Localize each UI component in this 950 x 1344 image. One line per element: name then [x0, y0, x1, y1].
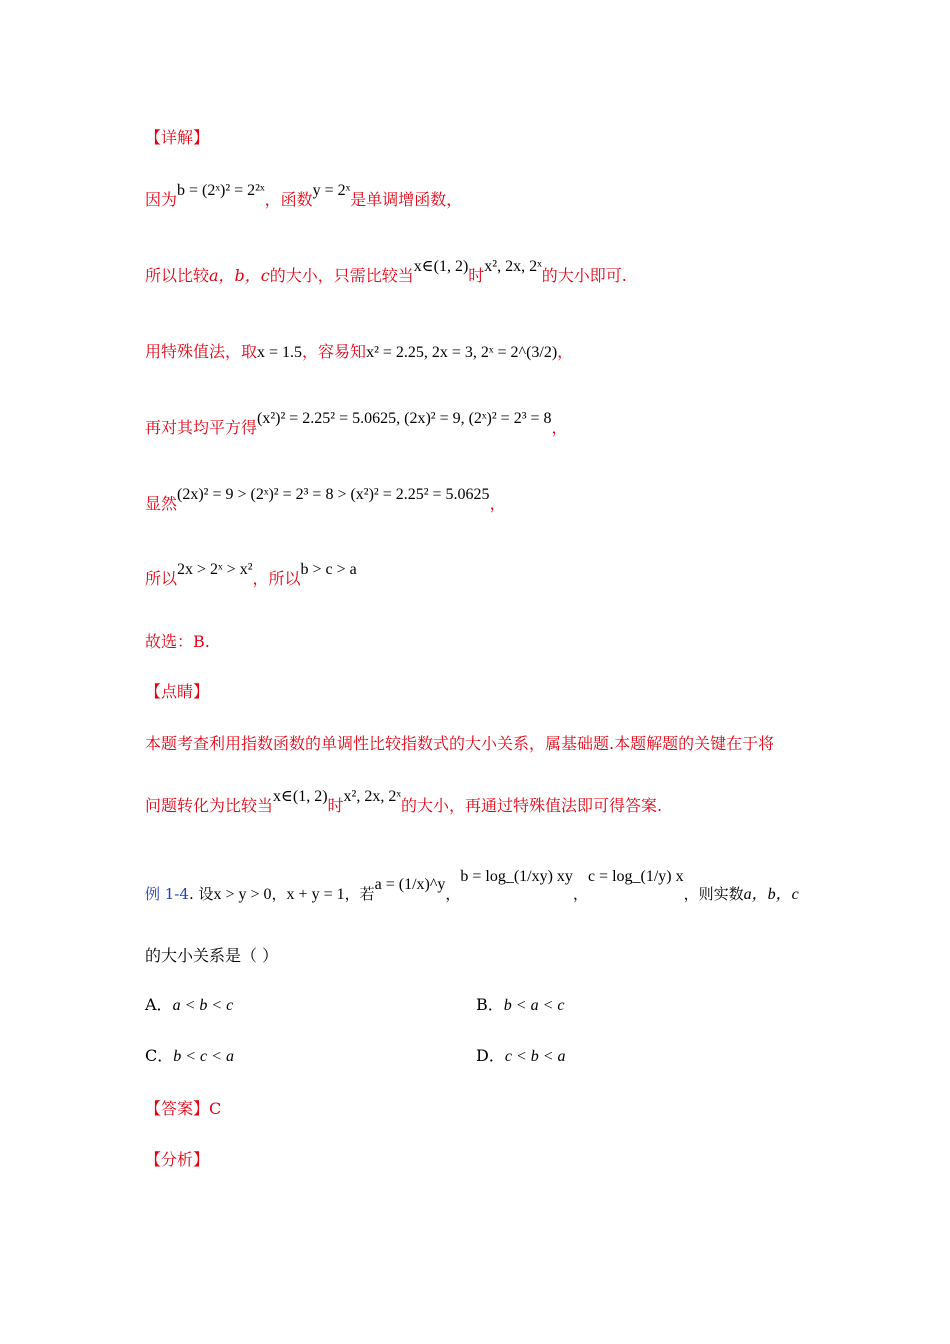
example-text-c: ，则实数	[683, 885, 744, 903]
step3-math-b: x² = 2.25, 2x = 3, 2ˣ = 2^(3/2)	[366, 344, 558, 361]
comment-heading: 【点睛】	[145, 682, 210, 701]
example-sep-3: ，	[572, 885, 588, 903]
option-d-math: c < b < a	[504, 1048, 566, 1065]
solution-step-5	[145, 486, 506, 515]
step4-text-b: ，	[551, 418, 568, 437]
example-text-a: . 设	[188, 885, 214, 903]
detail-heading: 【详解】	[145, 128, 210, 147]
analysis-heading: 【分析】	[145, 1150, 210, 1169]
step1-text-a: 因为	[145, 190, 178, 209]
example-vars: a，b，c	[743, 886, 799, 903]
solution-step-6	[145, 561, 357, 590]
comment-line2-math-b: x², 2x, 2ˣ	[343, 788, 401, 805]
step5-text-a: 显然	[145, 494, 178, 513]
conclusion: 故选：B.	[145, 632, 210, 651]
example-label: 例 1-4	[145, 885, 189, 903]
step2-text-c: 时	[468, 266, 485, 285]
example-math-a: x > y > 0	[213, 886, 272, 903]
comment-line2-text-b: 时	[327, 796, 344, 815]
example-sep-1: ，	[271, 885, 287, 903]
step3-text-b: ，容易知	[302, 342, 367, 361]
step2-text-a: 所以比较	[145, 266, 210, 285]
example-math-d: b = log_(1/xy) xy	[460, 868, 573, 885]
option-a	[145, 995, 233, 1016]
step6-math-b: b > c > a	[300, 561, 357, 578]
step2-math-b: x², 2x, 2ˣ	[484, 258, 542, 275]
example-math-e: c = log_(1/y) x	[587, 868, 684, 885]
step2-text-d: 的大小即可.	[541, 266, 627, 285]
example-text-b: ，若	[344, 885, 375, 903]
step1-text-b: ，函数	[264, 190, 313, 209]
step6-text-b: ，所以	[252, 569, 301, 588]
comment-line2-text-a: 问题转化为比较当	[145, 796, 274, 815]
example-question-line-2: 的大小关系是（ ）	[145, 946, 279, 965]
step3-text-c: ，	[557, 342, 574, 361]
step6-math-a: 2x > 2ˣ > x²	[177, 561, 253, 578]
solution-step-3	[145, 342, 573, 363]
option-b-math: b < a < c	[503, 997, 565, 1014]
option-a-label: A．	[145, 995, 173, 1014]
step1-math-a: b = (2ˣ)² = 2²ˣ	[177, 182, 265, 199]
solution-step-2	[145, 258, 627, 287]
step3-text-a: 用特殊值法，取	[145, 342, 258, 361]
option-d	[476, 1046, 566, 1067]
example-math-c: a = (1/x)^y	[374, 876, 446, 893]
example-sep-2: ，	[445, 885, 461, 903]
step3-math-a: x = 1.5	[257, 344, 303, 361]
option-b	[476, 995, 564, 1016]
comment-line-1: 本题考查利用指数函数的单调性比较指数式的大小关系，属基础题.本题解题的关键在于将	[145, 734, 775, 753]
option-c-math: b < c < a	[173, 1048, 234, 1065]
step1-math-b: y = 2ˣ	[312, 182, 351, 199]
option-d-label: D．	[476, 1046, 505, 1065]
step4-text-a: 再对其均平方得	[145, 418, 258, 437]
option-a-math: a < b < c	[172, 997, 234, 1014]
step2-vars: a，b，c	[209, 266, 270, 285]
step1-text-c: 是单调增函数，	[350, 190, 463, 209]
solution-step-4	[145, 410, 568, 439]
solution-step-1	[145, 182, 463, 211]
comment-line2-math-a: x∈(1, 2)	[273, 788, 328, 805]
step2-text-b: 的大小，只需比较当	[269, 266, 414, 285]
option-c	[145, 1046, 234, 1067]
step5-math-a: (2x)² = 9 > (2ˣ)² = 2³ = 8 > (x²)² = 2.25² = 5.0625	[177, 486, 490, 503]
comment-line2-text-c: 的大小，再通过特殊值法即可得答案.	[400, 796, 663, 815]
step4-math-a: (x²)² = 2.25² = 5.0625, (2x)² = 9, (2ˣ)² = 2³ = 8	[257, 410, 552, 427]
answer-line	[145, 1099, 221, 1119]
example-math-b: x + y = 1	[286, 886, 345, 903]
step5-text-b: ，	[489, 494, 506, 513]
example-question	[145, 868, 799, 905]
comment-line-2	[145, 788, 663, 817]
step2-math-a: x∈(1, 2)	[413, 258, 469, 275]
step6-text-a: 所以	[145, 569, 178, 588]
answer-value: C	[209, 1099, 222, 1118]
option-c-label: C．	[145, 1046, 174, 1065]
answer-heading: 【答案】	[145, 1099, 210, 1118]
option-b-label: B．	[476, 995, 504, 1014]
